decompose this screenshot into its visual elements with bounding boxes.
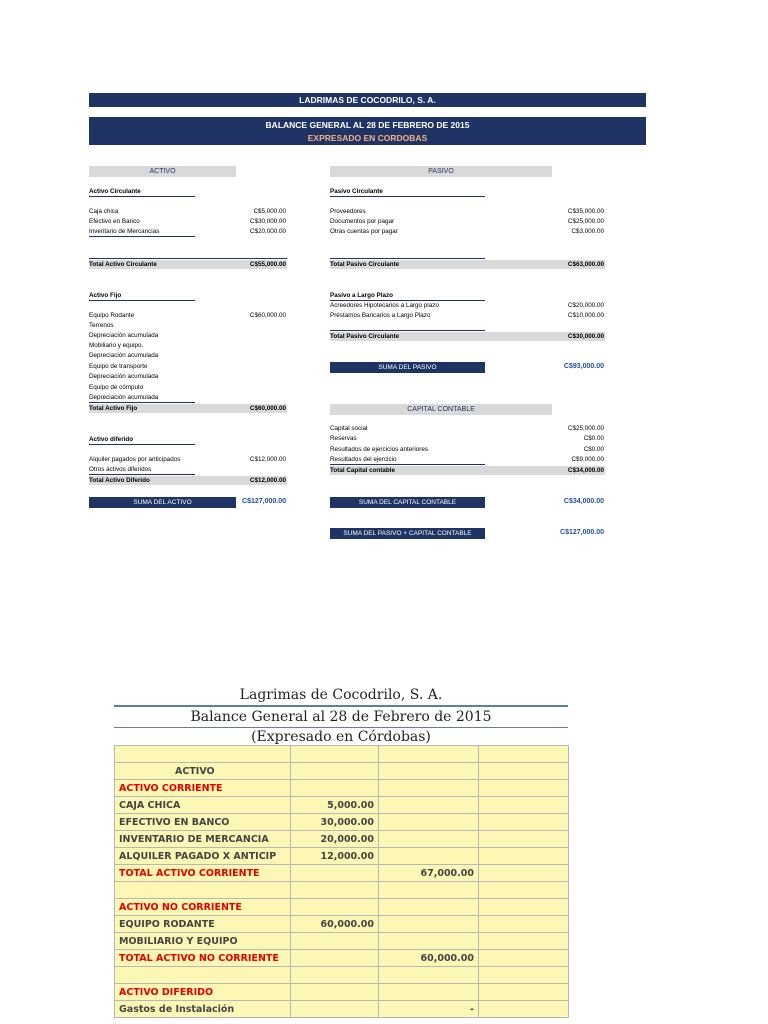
activo-fijo-label: Depreciación acumulada [89, 332, 159, 339]
sheet-cell-c4[interactable] [479, 746, 569, 763]
capital-label: Resultados del ejercicio [330, 456, 485, 465]
sheet-cell-c2[interactable] [291, 780, 379, 797]
sheet-row [115, 1001, 569, 1018]
sheet-cell-c4[interactable] [479, 865, 569, 882]
capital-label: Reservas [330, 435, 357, 442]
pasivo-largo-label: Acreedores Hipotecarios a Largo plazo [330, 302, 439, 309]
sheet-cell-c4[interactable] [479, 1001, 569, 1018]
sheet-row [115, 916, 569, 933]
pasivo-header: PASIVO [330, 166, 552, 177]
activo-circ-divider [89, 258, 287, 259]
activo-fijo-label: Terrenos [89, 322, 114, 329]
activo-fijo-value: C$60,000.00 [249, 312, 286, 319]
sheet-cell-c4[interactable] [479, 763, 569, 780]
sheet-cell-c2[interactable]: 5,000.00 [291, 797, 379, 814]
suma-pasivo-value: C$93,000.00 [563, 363, 604, 370]
activo-circ-value: C$20,000.00 [249, 228, 286, 235]
sheet-row [115, 882, 569, 899]
total-capital-label: Total Capital contable [330, 466, 605, 475]
sheet-cell-c3[interactable] [379, 916, 479, 933]
suma-activo-value: C$127,000.00 [242, 498, 286, 505]
sheet-cell-c4[interactable] [479, 797, 569, 814]
sheet-cell-c1[interactable]: TOTAL ACTIVO CORRIENTE [115, 865, 291, 882]
sheet-cell-c1[interactable]: ACTIVO CORRIENTE [115, 780, 291, 797]
suma-activo-label: SUMA DEL ACTIVO [89, 497, 236, 508]
activo-dif-value: C$12,000.00 [249, 456, 286, 463]
sheet-row [115, 933, 569, 950]
sheet-cell-c4[interactable] [479, 916, 569, 933]
activo-fijo-label: Depreciación acumulada [89, 394, 195, 403]
activo-fijo-label: Depreciación acumulada [89, 352, 159, 359]
sheet-row [115, 967, 569, 984]
total-activo-circulante-label: Total Activo Circulante [89, 260, 287, 269]
sheet-cell-c3[interactable] [379, 746, 479, 763]
activo-circ-label: Inventario de Mercancias [89, 228, 195, 237]
capital-value: C$9,000.00 [571, 456, 604, 463]
sheet-row [115, 797, 569, 814]
sheet-cell-c1[interactable]: EFECTIVO EN BANCO [115, 814, 291, 831]
sheet-cell-c1[interactable] [115, 746, 291, 763]
total-activo-circulante-value: C$55,000.00 [249, 261, 286, 268]
activo-fijo-label: Mobiliario y equipo. [89, 342, 144, 349]
activo-fijo-label: Depreciación acumulada [89, 373, 159, 380]
pasivo-circ-label: Proveedores [330, 208, 366, 215]
sheet-subtitle: (Expresado en Córdobas) [251, 729, 431, 745]
sheet-cell-c4[interactable] [479, 984, 569, 1001]
sheet-cell-c1[interactable]: INVENTARIO DE MERCANCIA [115, 831, 291, 848]
pasivo-largo-value: C$20,000.00 [567, 302, 604, 309]
activo-circ-label: Efectivo en Banco [89, 218, 140, 225]
sheet-cell-c3[interactable]: 60,000.00 [379, 950, 479, 967]
sheet-cell-c1[interactable]: ACTIVO NO CORRIENTE [115, 899, 291, 916]
capital-value: C$0.00 [583, 435, 604, 442]
sheet-cell-c4[interactable] [479, 882, 569, 899]
pasivo-circulante-title: Pasivo Circulante [330, 188, 485, 197]
capital-header: CAPITAL CONTABLE [330, 404, 552, 415]
sheet-cell-c2[interactable]: 30,000.00 [291, 814, 379, 831]
total-pasivo-largo-label: Total Pasivo Circulante [330, 332, 605, 341]
total-activo-diferido-label: Total Activo Diferido [89, 476, 287, 485]
sheet-cell-c4[interactable] [479, 814, 569, 831]
activo-circulante-title: Activo Circulante [89, 188, 195, 197]
sheet-company: Lagrimas de Cocodrilo, S. A. [239, 687, 443, 703]
pasivo-largo-title: Pasivo a Largo Plazo [330, 292, 485, 301]
total-pasivo-circulante-label: Total Pasivo Circulante [330, 260, 605, 269]
pasivo-largo-label: Préstamos Bancarios a Largo Plazo [330, 312, 431, 319]
sheet-cell-c1[interactable]: TOTAL ACTIVO NO CORRIENTE [115, 950, 291, 967]
sheet-row [115, 780, 569, 797]
total-activo-fijo-label: Total Activo Fijo [89, 404, 287, 413]
pasivo-circ-label: Documentos por pagar [330, 218, 395, 225]
sheet-cell-c3[interactable]: 67,000.00 [379, 865, 479, 882]
total-pasivo-largo-value: C$30,000.00 [567, 333, 604, 340]
suma-capital-value: C$34,000.00 [563, 498, 604, 505]
sheet-row [115, 746, 569, 763]
activo-fijo-label: Equipo de transporte [89, 363, 148, 370]
suma-pasivo-label: SUMA DEL PASIVO [330, 362, 485, 373]
sheet-cell-c1[interactable]: MOBILIARIO Y EQUIPO [115, 933, 291, 950]
balance-sheet-grid [114, 745, 569, 1018]
activo-fijo-label: Equipo Rodante [89, 312, 135, 319]
sheet-cell-c3[interactable] [379, 814, 479, 831]
sheet-cell-c2[interactable] [291, 1001, 379, 1018]
sheet-rule-1 [114, 705, 568, 707]
activo-diferido-title: Activo diferido [89, 436, 195, 445]
sheet-cell-c1[interactable]: ACTIVO [115, 763, 291, 780]
sheet-row [115, 814, 569, 831]
pasivo-circ-value: C$35,000.00 [567, 208, 604, 215]
sheet-cell-c1[interactable]: EQUIPO RODANTE [115, 916, 291, 933]
sheet-row [115, 899, 569, 916]
sheet-title: Balance General al 28 de Febrero de 2015 [190, 709, 492, 725]
capital-value: C$25,000.00 [567, 425, 604, 432]
sheet-cell-c1[interactable]: Gastos de Instalación [115, 1001, 291, 1018]
pasivo-largo-divider [330, 330, 485, 331]
sheet-cell-c3[interactable] [379, 780, 479, 797]
sheet-cell-c2[interactable] [291, 967, 379, 984]
pasivo-circ-label: Otras cuentas por pagar [330, 228, 398, 235]
sheet-cell-c2[interactable] [291, 882, 379, 899]
capital-label: Resultados de ejercicios anteriores [330, 446, 429, 453]
activo-circ-value: C$30,000.00 [249, 218, 286, 225]
pasivo-circ-value: C$3,000.00 [571, 228, 604, 235]
pasivo-circ-divider [330, 258, 485, 259]
sheet-cell-c1[interactable]: ACTIVO DIFERIDO [115, 984, 291, 1001]
sheet-cell-c3[interactable] [379, 933, 479, 950]
sheet-cell-c3[interactable] [379, 882, 479, 899]
sheet-cell-c3[interactable] [379, 899, 479, 916]
report-subtitle: EXPRESADO EN CORDOBAS [307, 133, 428, 143]
sheet-cell-c3[interactable]: - [379, 1001, 479, 1018]
sheet-cell-c4[interactable] [479, 933, 569, 950]
sheet-cell-c1[interactable] [115, 882, 291, 899]
sheet-cell-c4[interactable] [479, 848, 569, 865]
activo-fijo-title: Activo Fijo [89, 292, 195, 301]
sheet-cell-c2[interactable] [291, 763, 379, 780]
total-pasivo-circulante-value: C$63,000.00 [567, 261, 604, 268]
report-title-banner [89, 117, 646, 145]
company-banner: LADRIMAS DE COCODRILO, S. A. [89, 93, 646, 107]
sheet-cell-c3[interactable] [379, 831, 479, 848]
sheet-cell-c2[interactable]: 12,000.00 [291, 848, 379, 865]
sheet-cell-c4[interactable] [479, 950, 569, 967]
sheet-row [115, 950, 569, 967]
activo-circ-label: Caja chica [89, 208, 119, 215]
sheet-cell-c2[interactable] [291, 933, 379, 950]
sheet-cell-c4[interactable] [479, 967, 569, 984]
suma-pasivo-capital-label: SUMA DEL PASIVO + CAPITAL CONTABLE [330, 528, 485, 539]
sheet-cell-c3[interactable] [379, 797, 479, 814]
total-capital-value: C$34,000.00 [567, 467, 604, 474]
sheet-cell-c1[interactable]: CAJA CHICA [115, 797, 291, 814]
sheet-row [115, 865, 569, 882]
activo-dif-label: Otros activos diferidos [89, 466, 195, 475]
sheet-cell-c1[interactable] [115, 967, 291, 984]
sheet-cell-c4[interactable] [479, 780, 569, 797]
sheet-row [115, 848, 569, 865]
activo-header: ACTIVO [89, 166, 236, 177]
sheet-cell-c1[interactable]: ALQUILER PAGADO X ANTICIP [115, 848, 291, 865]
sheet-cell-c2[interactable]: 60,000.00 [291, 916, 379, 933]
suma-capital-label: SUMA DEL CAPITAL CONTABLE [330, 497, 485, 508]
activo-dif-label: Alquiler pagados por anticipados [89, 456, 181, 463]
activo-circ-value: C$5,000.00 [253, 208, 286, 215]
activo-fijo-label: Equipo de cómputo [89, 384, 144, 391]
sheet-cell-c3[interactable] [379, 848, 479, 865]
report-title: BALANCE GENERAL AL 28 DE FEBRERO DE 2015 [265, 120, 470, 130]
sheet-row [115, 831, 569, 848]
sheet-cell-c2[interactable] [291, 950, 379, 967]
suma-pasivo-capital-value: C$127,000.00 [560, 529, 604, 536]
sheet-cell-c2[interactable]: 20,000.00 [291, 831, 379, 848]
sheet-row [115, 763, 569, 780]
capital-value: C$0.00 [583, 446, 604, 453]
sheet-cell-c2[interactable] [291, 899, 379, 916]
capital-label: Capital social [330, 425, 368, 432]
sheet-cell-c3[interactable] [379, 984, 479, 1001]
sheet-cell-c3[interactable] [379, 763, 479, 780]
sheet-cell-c2[interactable] [291, 984, 379, 1001]
total-activo-fijo-value: C$60,000.00 [249, 405, 286, 412]
sheet-cell-c2[interactable] [291, 865, 379, 882]
sheet-cell-c2[interactable] [291, 746, 379, 763]
total-activo-diferido-value: C$12,000.00 [249, 477, 286, 484]
pasivo-circ-value: C$25,000.00 [567, 218, 604, 225]
sheet-row [115, 984, 569, 1001]
sheet-cell-c4[interactable] [479, 899, 569, 916]
pasivo-largo-value: C$10,000.00 [567, 312, 604, 319]
sheet-cell-c4[interactable] [479, 831, 569, 848]
sheet-cell-c3[interactable] [379, 967, 479, 984]
